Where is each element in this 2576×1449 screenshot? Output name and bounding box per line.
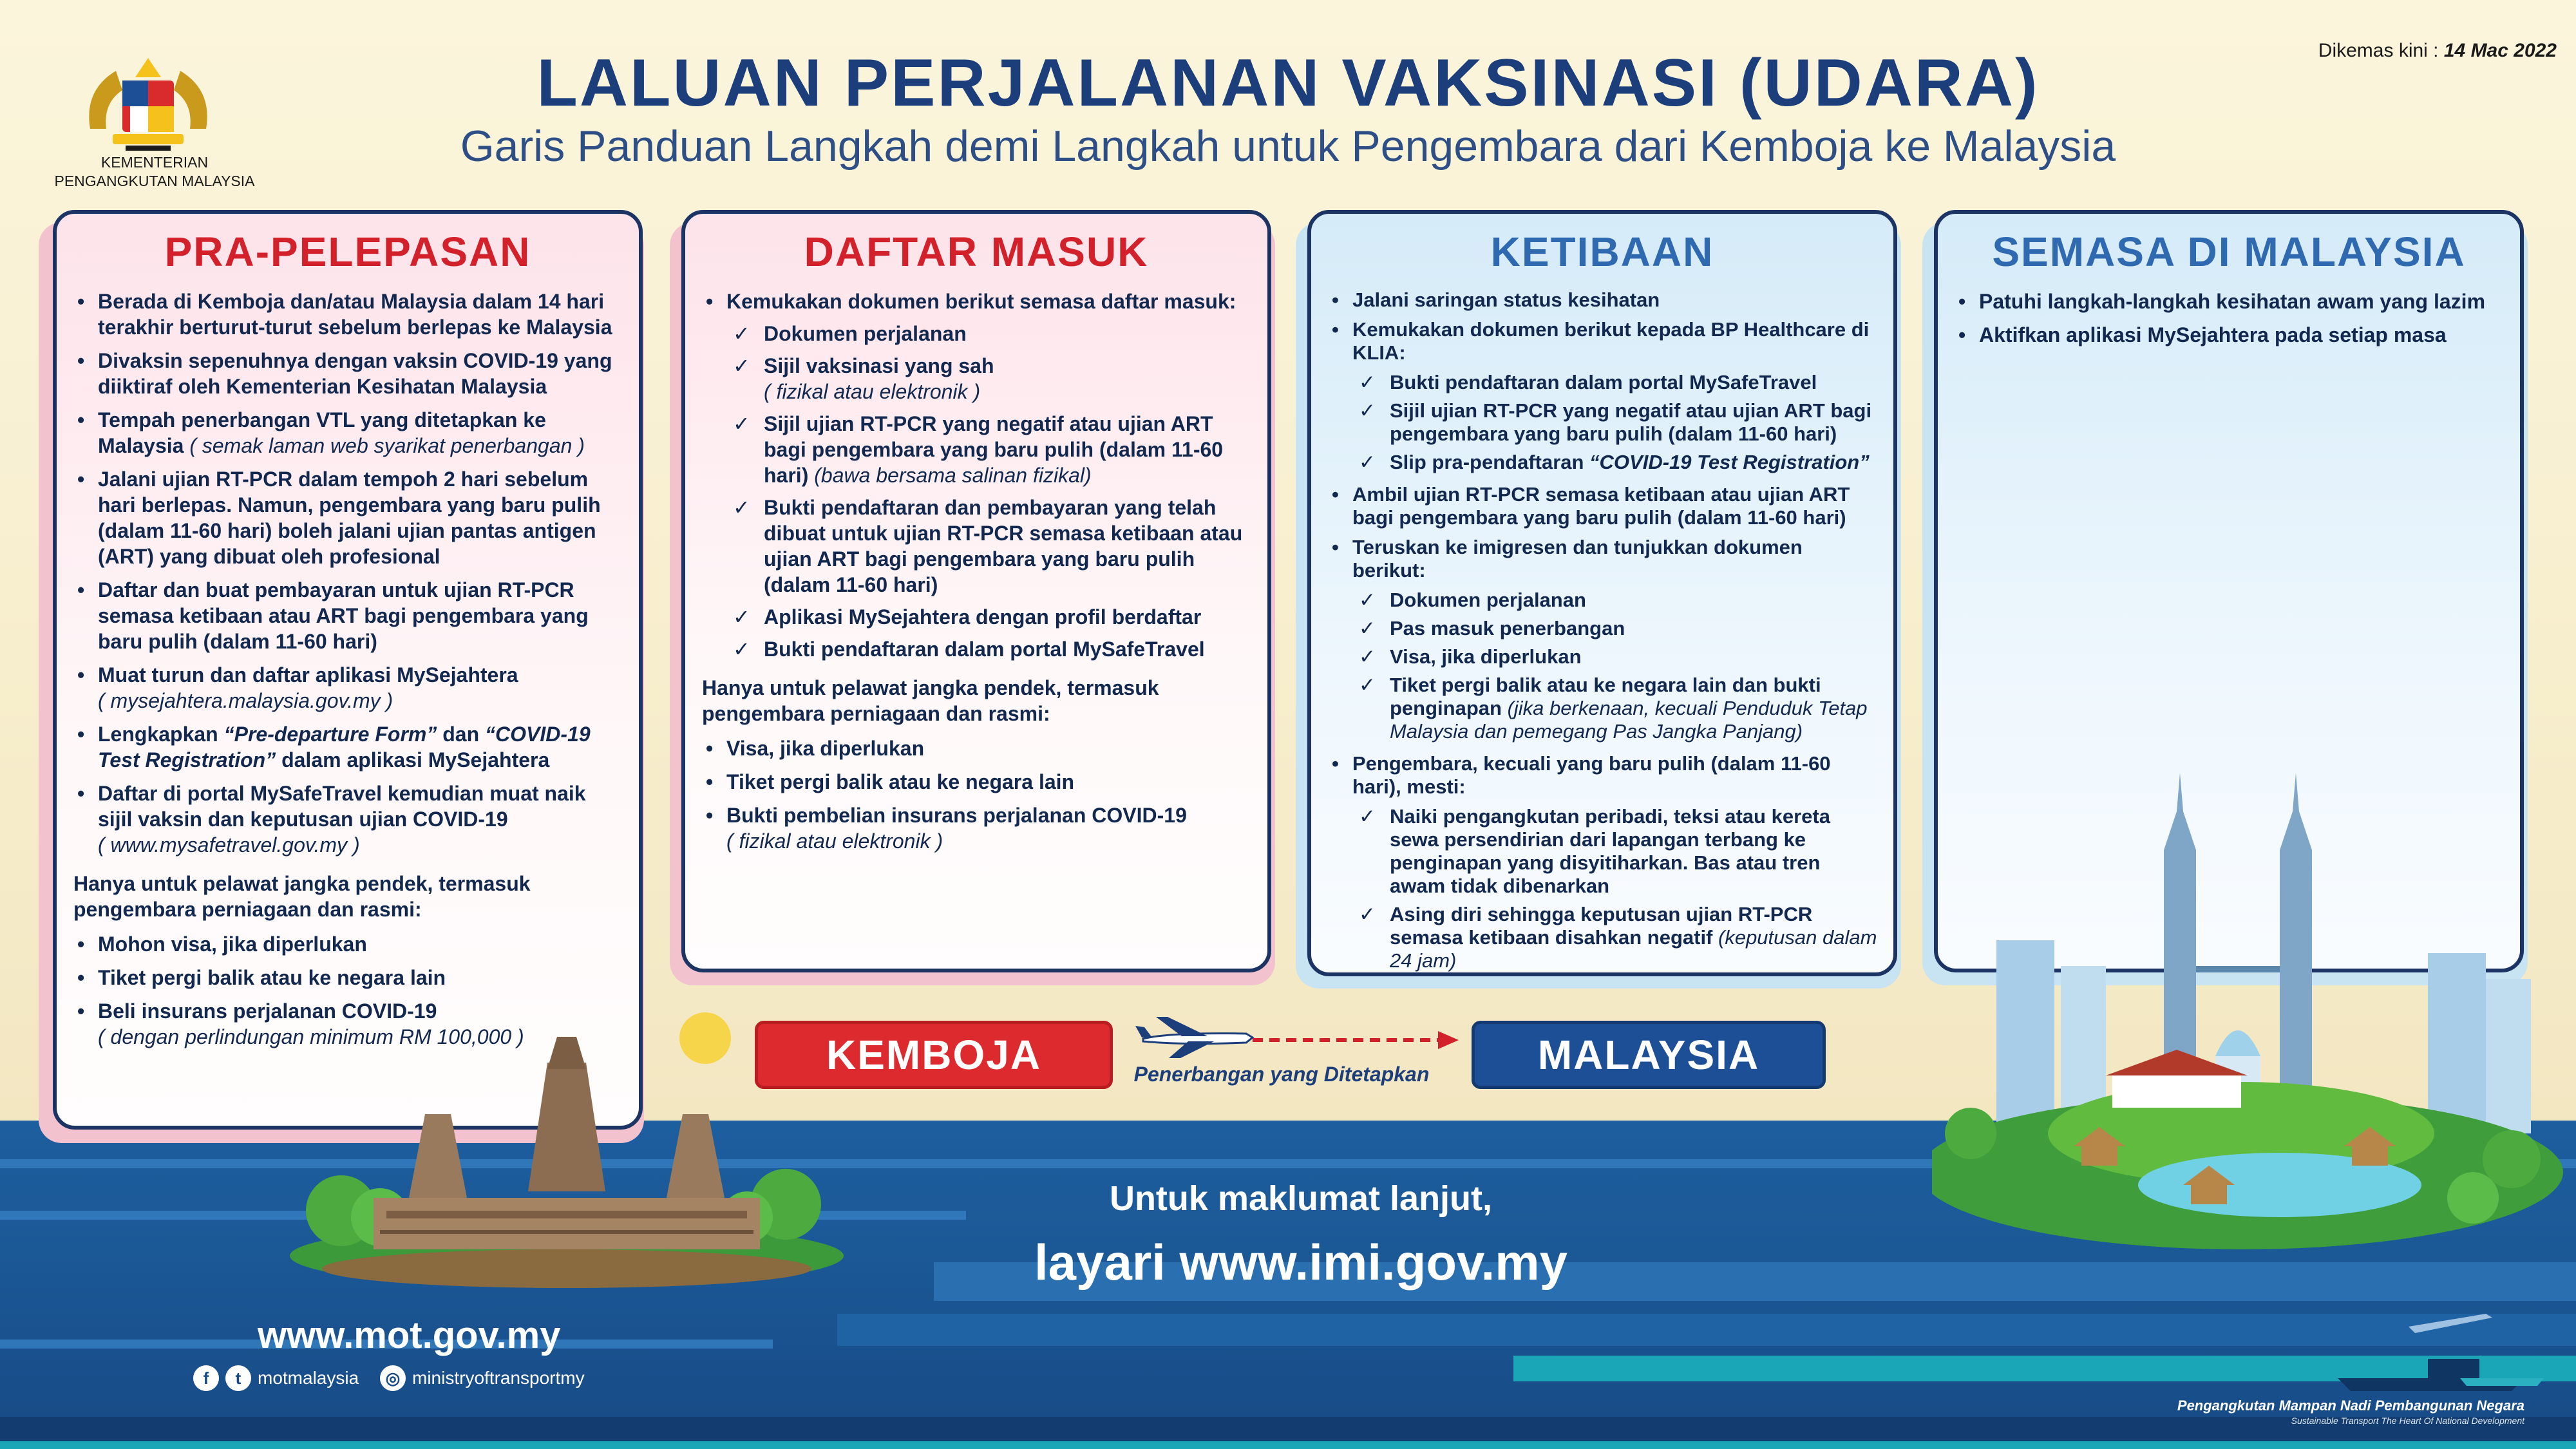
list-item-note: ( fizikal atau elektronik ) xyxy=(726,829,943,853)
check-item: ✓ Bukti pendaftaran dan pembayaran yang telah dibuat untuk ujian RT-PCR semasa ketibaan atau ujian ART bagi pengembara yang baru pulih (dalam 11-60 hari) xyxy=(726,495,1253,598)
bullet-list xyxy=(702,289,1253,662)
list-item-text: Bukti pembelian insurans perjalanan COVID-19 xyxy=(726,804,1187,827)
origin-country-badge: KEMBOJA xyxy=(755,1021,1113,1089)
imi-website-link[interactable]: layari www.imi.gov.my xyxy=(1034,1234,1567,1291)
list-item-text: Pengembara, kecuali yang baru pulih (dalam 11-60 hari), mesti: xyxy=(1352,752,1831,798)
list-item: • Tiket pergi balik atau ke negara lain xyxy=(702,769,1253,795)
flight-route-graphic xyxy=(1130,1008,1465,1066)
list-item: • Aktifkan aplikasi MySejahtera pada setiap masa xyxy=(1955,322,2506,348)
sea-wave xyxy=(837,1314,2576,1346)
check-item-text: Asing diri sehingga keputusan ujian RT-PCR semasa ketibaan disahkan negatif xyxy=(1390,903,1813,949)
list-item-text: Kemukakan dokumen berikut kepada BP Healthcare di KLIA: xyxy=(1352,318,1870,364)
bullet-list xyxy=(73,289,625,858)
short-visitor-heading: Hanya untuk pelawat jangka pendek, termasuk pengembara perniagaan dan rasmi: xyxy=(702,676,1159,725)
short-visitor-heading: Hanya untuk pelawat jangka pendek, termasuk pengembara perniagaan dan rasmi: xyxy=(73,872,531,921)
list-item: • Visa, jika diperlukan xyxy=(702,735,1253,761)
check-item: ✓ Dokumen perjalanan xyxy=(726,321,1253,346)
list-item xyxy=(73,781,625,858)
arrow-head-icon xyxy=(1438,1031,1459,1049)
check-item-note: (jika berkenaan, kecuali Penduduk Tetap Malaysia dan pemegang Pas Jangka Panjang) xyxy=(1390,697,1868,743)
check-item: ✓ Pas masuk penerbangan xyxy=(1352,617,1879,640)
list-item-text: Beli insurans perjalanan COVID-19 xyxy=(98,999,437,1023)
angkor-wat-illustration xyxy=(283,1037,850,1294)
check-item-text: Slip pra-pendaftaran xyxy=(1390,451,1590,473)
tagline: Pengangkutan Mampan Nadi Pembangunan Negara xyxy=(2177,1397,2524,1414)
facebook-icon: f xyxy=(193,1365,219,1391)
train-icon xyxy=(2460,1378,2544,1386)
page-subtitle: Garis Panduan Langkah demi Langkah untuk Pengembara dari Kemboja ke Malaysia xyxy=(460,122,2116,171)
tagline-english: Sustainable Transport The Heart Of National Development xyxy=(2291,1416,2524,1426)
list-item xyxy=(1328,536,1879,743)
check-item xyxy=(726,353,1253,404)
list-item xyxy=(702,802,1253,854)
mot-website-link[interactable]: www.mot.gov.my xyxy=(258,1314,561,1356)
twitter-icon: t xyxy=(225,1365,251,1391)
checklist xyxy=(726,321,1253,662)
check-item: ✓ Bukti pendaftaran dalam portal MySafeTravel xyxy=(1352,371,1879,394)
list-item-text: Daftar di portal MySafeTravel kemudian muat naik sijil vaksin dan keputusan ujian COVID-19 xyxy=(98,782,586,831)
list-item-note: ( www.mysafetravel.gov.my ) xyxy=(98,833,360,857)
instagram-icon: ◎ xyxy=(380,1365,406,1391)
list-item xyxy=(73,721,625,773)
check-item-note: (bawa bersama salinan fizikal) xyxy=(814,464,1092,487)
list-item-text: dalam aplikasi MySejahtera xyxy=(276,748,550,772)
last-updated-label: Dikemas kini : xyxy=(2318,40,2439,61)
check-item: ✓ Aplikasi MySejahtera dengan profil berdaftar xyxy=(726,604,1253,630)
list-item: • Mohon visa, jika diperlukan xyxy=(73,931,625,957)
kuala-lumpur-skyline-illustration xyxy=(1932,773,2576,1249)
social-facebook-twitter[interactable] xyxy=(193,1365,359,1391)
card-heading: DAFTAR MASUK xyxy=(804,229,1149,275)
list-item-text: Muat turun dan daftar aplikasi MySejahtera xyxy=(98,663,518,687)
destination-country-badge: MALAYSIA xyxy=(1472,1021,1826,1089)
list-item: • Tiket pergi balik atau ke negara lain xyxy=(73,965,625,990)
list-item-text: Kemukakan dokumen berikut semasa daftar masuk: xyxy=(726,290,1236,313)
logo-caption: KEMENTERIAN PENGANGKUTAN MALAYSIA xyxy=(54,154,255,189)
card-pra-pelepasan xyxy=(53,210,643,1130)
list-item xyxy=(73,407,625,459)
list-item xyxy=(1328,752,1879,972)
more-info-line: Untuk maklumat lanjut, xyxy=(1109,1179,1493,1218)
bullet-list xyxy=(1955,289,2506,348)
list-item-text: Teruskan ke imigresen dan tunjukkan dokumen berikut: xyxy=(1352,536,1803,582)
social-handle: ministryoftransportmy xyxy=(412,1368,585,1388)
checklist xyxy=(1352,371,1879,474)
list-item: • Jalani saringan status kesihatan xyxy=(1328,289,1879,312)
list-item-note: ( mysejahtera.malaysia.gov.my ) xyxy=(98,689,393,712)
check-item: ✓ Dokumen perjalanan xyxy=(1352,589,1879,612)
list-item: • Berada di Kemboja dan/atau Malaysia dalam 14 hari terakhir berturut-turut sebelum berlepas ke Malaysia xyxy=(73,289,625,340)
list-item: • Daftar dan buat pembayaran untuk ujian RT-PCR semasa ketibaan atau ART bagi pengembara yang baru pulih (dalam 11-60 hari) xyxy=(73,577,625,654)
check-item: ✓ Visa, jika diperlukan xyxy=(1352,645,1879,668)
social-handle: motmalaysia xyxy=(258,1368,359,1388)
check-item-text: Sijil vaksinasi yang sah xyxy=(764,354,994,377)
social-instagram[interactable] xyxy=(380,1365,585,1391)
check-item-text: Sijil ujian RT-PCR yang negatif atau ujian ART bagi pengembara yang baru pulih (dalam 11-60 hari) xyxy=(764,412,1224,487)
list-item-text: Lengkapkan xyxy=(98,723,224,746)
check-item: ✓ Bukti pendaftaran dalam portal MySafeTravel xyxy=(726,636,1253,662)
check-item xyxy=(1352,674,1879,743)
bottom-stripe xyxy=(0,1441,2576,1449)
bullet-list xyxy=(1328,289,1879,972)
card-heading: SEMASA DI MALAYSIA xyxy=(1992,229,2466,275)
list-item-note: ( semak laman web syarikat penerbangan ) xyxy=(189,434,585,457)
airplane-icon xyxy=(1135,1017,1253,1058)
list-item xyxy=(1328,318,1879,474)
checklist xyxy=(1352,589,1879,743)
list-item: • Jalani ujian RT-PCR dalam tempoh 2 hari sebelum hari berlepas. Namun, pengembara yang baru pulih (dalam 11-60 hari) boleh jalani ujian pantas antigen (ART) yang dibuat oleh profesional xyxy=(73,466,625,569)
list-item-emphasis: “Pre-departure Form” xyxy=(223,723,437,746)
card-heading: KETIBAAN xyxy=(1490,229,1714,275)
check-item: ✓ Naiki pengangkutan peribadi, teksi atau kereta sewa persendirian dari lapangan terbang ke penginapan yang disyitiharkan. Bas atau tren awam tidak dibenarkan xyxy=(1352,805,1879,898)
last-updated-date: 14 Mac 2022 xyxy=(2443,40,2557,61)
list-item xyxy=(73,662,625,714)
list-item-emphasis: “COVID-19 Test Registration” xyxy=(98,723,591,772)
bullet-list xyxy=(702,735,1253,854)
route-caption: Penerbangan yang Ditetapkan xyxy=(1133,1063,1430,1086)
check-item-emphasis: “COVID-19 Test Registration” xyxy=(1589,451,1870,473)
bullet-list xyxy=(73,931,625,1050)
check-item xyxy=(1352,903,1879,972)
check-item-note: ( fizikal atau elektronik ) xyxy=(764,380,981,403)
card-daftar-masuk xyxy=(681,210,1271,972)
list-item-text: dan xyxy=(437,723,486,746)
list-item-note: ( dengan perlindungan minimum RM 100,000 ) xyxy=(98,1025,524,1048)
check-item xyxy=(1352,451,1879,474)
check-item: ✓ Sijil ujian RT-PCR yang negatif atau ujian ART bagi pengembara yang baru pulih (dalam 11-60 hari) xyxy=(1352,399,1879,446)
list-item: • Ambil ujian RT-PCR semasa ketibaan atau ujian ART bagi pengembara yang baru pulih (dalam 11-60 hari) xyxy=(1328,483,1879,529)
plane-icon xyxy=(2409,1314,2492,1333)
ship-and-plane-icons xyxy=(2331,1307,2550,1397)
checklist xyxy=(1352,805,1879,972)
check-item-note: (keputusan dalam 24 jam) xyxy=(1390,926,1877,972)
list-item: • Patuhi langkah-langkah kesihatan awam yang lazim xyxy=(1955,289,2506,314)
card-ketibaan xyxy=(1307,210,1897,976)
check-item xyxy=(726,411,1253,488)
page-title: LALUAN PERJALANAN VAKSINASI (UDARA) xyxy=(536,46,2040,120)
list-item xyxy=(702,289,1253,662)
list-item-text: Tempah penerbangan VTL yang ditetapkan ke Malaysia xyxy=(98,408,546,457)
check-item-text: Tiket pergi balik atau ke negara lain dan bukti penginapan xyxy=(1390,674,1821,719)
card-heading: PRA-PELEPASAN xyxy=(164,229,531,275)
list-item: • Divaksin sepenuhnya dengan vaksin COVID-19 yang diiktiraf oleh Kementerian Kesihatan Malaysia xyxy=(73,348,625,399)
